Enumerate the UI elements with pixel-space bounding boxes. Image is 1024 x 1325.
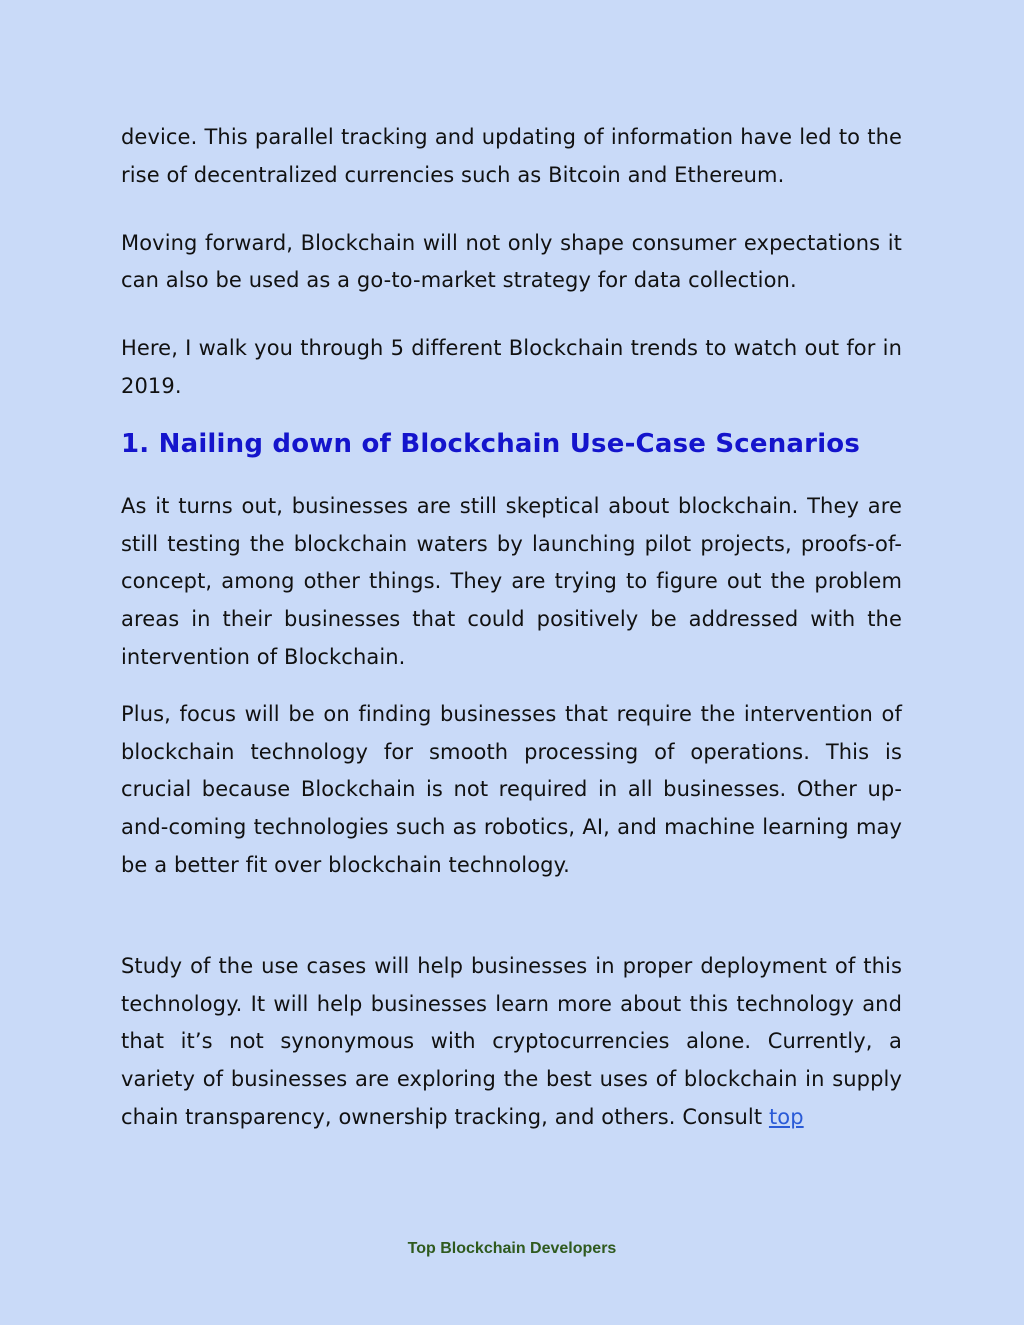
- section-heading: 1. Nailing down of Blockchain Use-Case Scenarios: [121, 428, 861, 459]
- paragraph-moving-forward: Moving forward, Blockchain will not only shape consumer expectations it can also be used as a go-to-market strategy for data collection.: [121, 230, 902, 293]
- paragraph-trends-intro: Here, I walk you through 5 different Blockchain trends to watch out for in 2019.: [121, 336, 902, 398]
- paragraph-skeptical-businesses: As it turns out, businesses are still skeptical about blockchain. They are still testing the blockchain waters by launching pilot projects, proofs-of-concept, among other things. They are trying to figure out the problem areas in their businesses that could positively be addressed with the intervention of Blockchain.: [121, 493, 902, 669]
- top-link[interactable]: top: [768, 1104, 804, 1129]
- paragraph-use-case-text: Study of the use cases will help businesses in proper deployment of this technology. It will help businesses learn more about this technology and that it’s not synonymous with cryptocurrencies alone. Currently, a variety of businesses are exploring the best uses of blockchain in supply chain transparency, ownership tracking, and others. Consult: [121, 953, 902, 1129]
- paragraph-use-case-study: [121, 948, 902, 1137]
- document-content: [121, 119, 902, 1137]
- paragraph-intro-continued: device. This parallel tracking and updating of information have led to the rise of decentralized currencies such as Bitcoin and Ethereum.: [121, 125, 902, 187]
- paragraph-focus-on-businesses: Plus, focus will be on finding businesses that require the intervention of blockchain technology for smooth processing of operations. This is crucial because Blockchain is not required in all businesses. Other up-and-coming technologies such as robotics, AI, and machine learning may be a better fit over blockchain technology.: [121, 701, 902, 877]
- page-footer: Top Blockchain Developers: [407, 1240, 617, 1257]
